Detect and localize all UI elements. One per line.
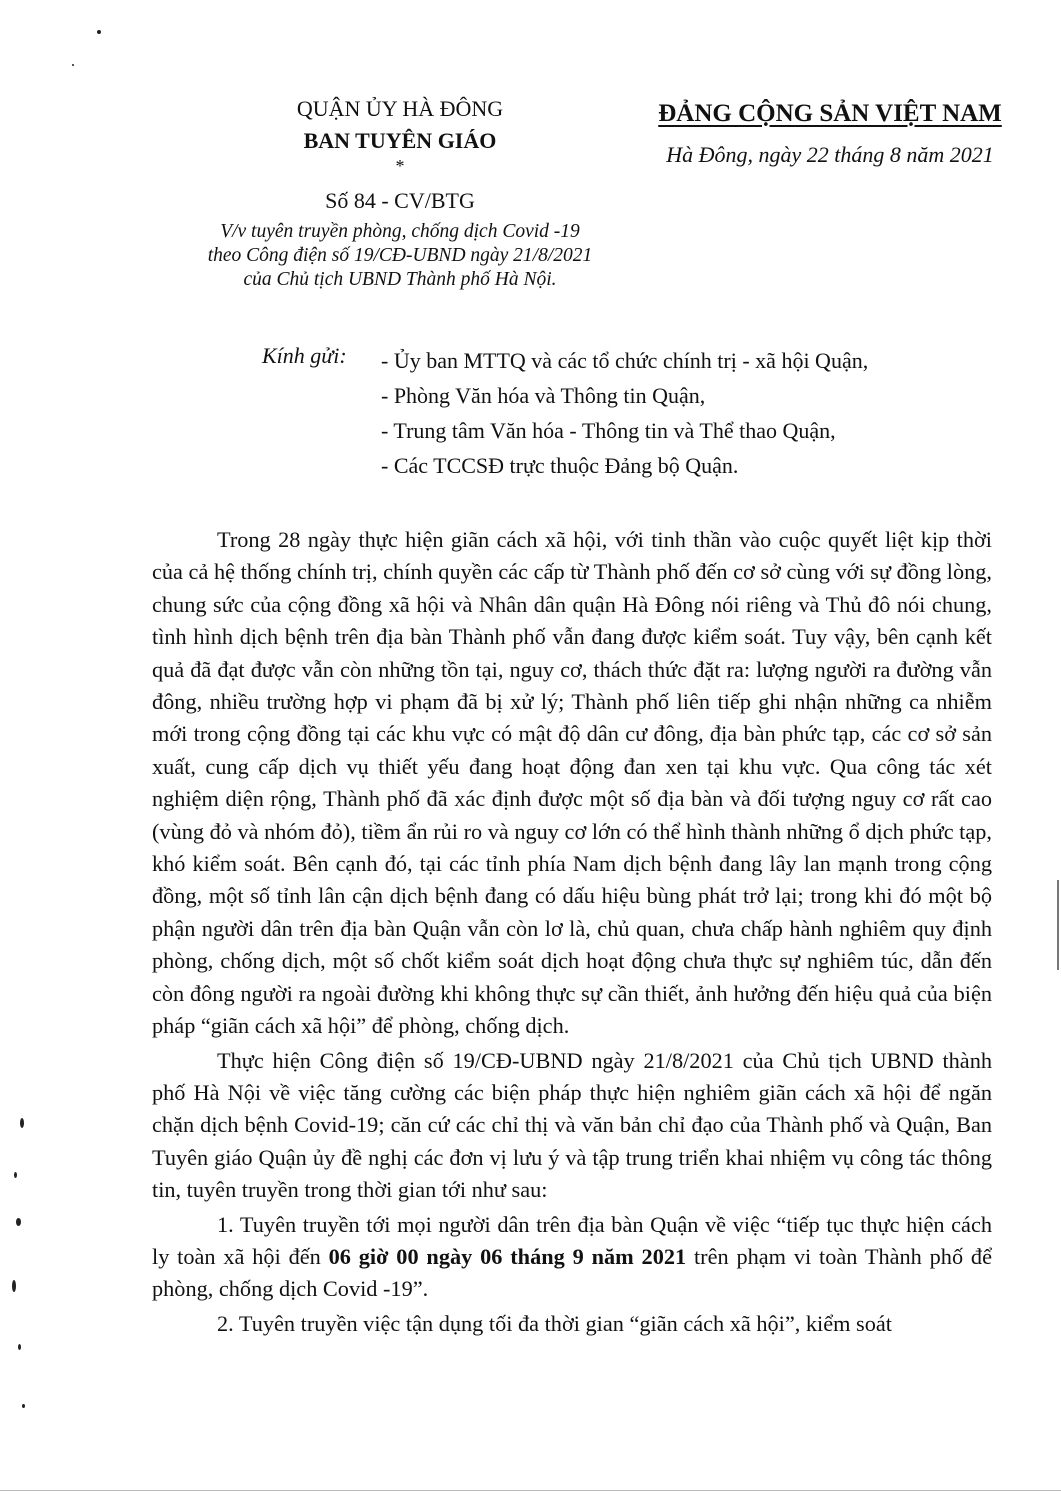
body-text xyxy=(152,524,992,1340)
org-unit-name: BAN TUYÊN GIÁO xyxy=(303,128,497,153)
scan-speck xyxy=(72,64,74,66)
item1-text-end: trên phạm vi toàn Thành phố để phòng, chống dịch Covid -19”. xyxy=(152,1243,992,1302)
scan-speck xyxy=(18,1344,21,1350)
scan-edge-line xyxy=(0,1490,1061,1491)
body-item-1 xyxy=(152,1209,992,1306)
place-date: Hà Đông, ngày 22 tháng 8 năm 2021 xyxy=(666,142,994,167)
scan-speck xyxy=(16,1218,21,1226)
subject-line: của Chủ tịch UBND Thành phố Hà Nội. xyxy=(243,269,557,290)
document-number: Số 84 - CV/BTG xyxy=(325,188,475,213)
scan-edge-line xyxy=(1057,880,1059,970)
scan-speck xyxy=(97,30,101,34)
document-subject xyxy=(180,220,620,292)
scan-speck xyxy=(22,1404,25,1408)
recipients-list xyxy=(381,343,1001,483)
item1-deadline: 06 giờ 00 ngày 06 tháng 9 năm 2021 xyxy=(328,1243,687,1269)
item1-text-start: 1. Tuyên truyền tới mọi người dân trên địa bàn Quận về việc “tiếp tục thực hiện cách ly toàn xã hội đến xyxy=(152,1211,992,1269)
scan-speck xyxy=(20,1118,24,1128)
header-star: * xyxy=(395,156,405,176)
org-parent-name: QUẬN ỦY HÀ ĐÔNG xyxy=(296,96,504,121)
recipient-item: - Trung tâm Văn hóa - Thông tin và Thể thao Quận, xyxy=(381,418,836,443)
recipient-item: - Ủy ban MTTQ và các tổ chức chính trị - xã hội Quận, xyxy=(381,348,869,373)
recipients-label: Kính gửi: xyxy=(262,343,347,368)
body-item-2: 2. Tuyên truyền việc tận dụng tối đa thời gian “giãn cách xã hội”, kiểm soát xyxy=(217,1310,892,1336)
scan-speck xyxy=(14,1172,17,1178)
body-paragraph-2: Thực hiện Công điện số 19/CĐ-UBND ngày 21/8/2021 của Chủ tịch UBND thành phố Hà Nội về việc tăng cường các biện pháp thực hiện nghiêm giãn cách xã hội để ngăn chặn dịch bệnh Covid-19; căn cứ các chỉ thị và văn bản chỉ đạo của Thành phố và Quận, Ban Tuyên giáo Quận ủy đề nghị các đơn vị lưu ý và tập trung triển khai nhiệm vụ công tác thông tin, tuyên truyền trong thời gian tới như sau: xyxy=(152,1047,992,1203)
subject-line: theo Công điện số 19/CĐ-UBND ngày 21/8/2021 xyxy=(207,245,593,266)
recipient-item: - Phòng Văn hóa và Thông tin Quận, xyxy=(381,383,706,408)
party-name: ĐẢNG CỘNG SẢN VIỆT NAM xyxy=(658,100,1002,127)
body-paragraph-1: Trong 28 ngày thực hiện giãn cách xã hội, với tinh thần vào cuộc quyết liệt kịp thời của cả hệ thống chính trị, chính quyền các cấp từ Thành phố đến cơ sở cùng với sự đồng lòng, chung sức của cộng đồng xã hội và Nhân dân quận Hà Đông nói riêng và Thủ đô nói chung, tình hình dịch bệnh trên địa bàn Thành phố vẫn đang được kiểm soát. Tuy vậy, bên cạnh kết quả đã đạt được vẫn còn những tồn tại, nguy cơ, thách thức đặt ra: lượng người ra đường vẫn đông, nhiều trường hợp vi phạm đã bị xử lý; Thành phố liên tiếp ghi nhận những ca nhiễm mới trong cộng đồng tại các khu vực có mật độ dân cư đông, địa bàn phức tạp, các cơ sở sản xuất, cung cấp dịch vụ thiết yếu đang hoạt động đan xen tại khu vực. Qua công tác xét nghiệm diện rộng, Thành phố đã xác định được một số địa bàn và đối tượng nguy cơ rất cao (vùng đỏ và nhóm đỏ), tiềm ẩn rủi ro và nguy cơ lớn có thể hình thành những ổ dịch phức tạp, khó kiểm soát. Bên cạnh đó, tại các tỉnh phía Nam dịch bệnh đang lây lan mạnh trong cộng đồng, một số tỉnh lân cận dịch bệnh đang có dấu hiệu bùng phát trở lại; trong khi đó một bộ phận người dân trên địa bàn Quận vẫn còn lơ là, chủ quan, chưa chấp hành nghiêm quy định phòng, chống dịch, một số chốt kiểm soát dịch hoạt động chưa thực sự nghiêm túc, dẫn đến còn đông người ra ngoài đường khi không thực sự cần thiết, ảnh hưởng đến hiệu quả của biện pháp “giãn cách xã hội” để phòng, chống dịch. xyxy=(152,527,992,1039)
scan-speck xyxy=(12,1280,16,1292)
recipient-item: - Các TCCSĐ trực thuộc Đảng bộ Quận. xyxy=(381,453,739,478)
subject-line: V/v tuyên truyền phòng, chống dịch Covid -19 xyxy=(220,221,580,242)
